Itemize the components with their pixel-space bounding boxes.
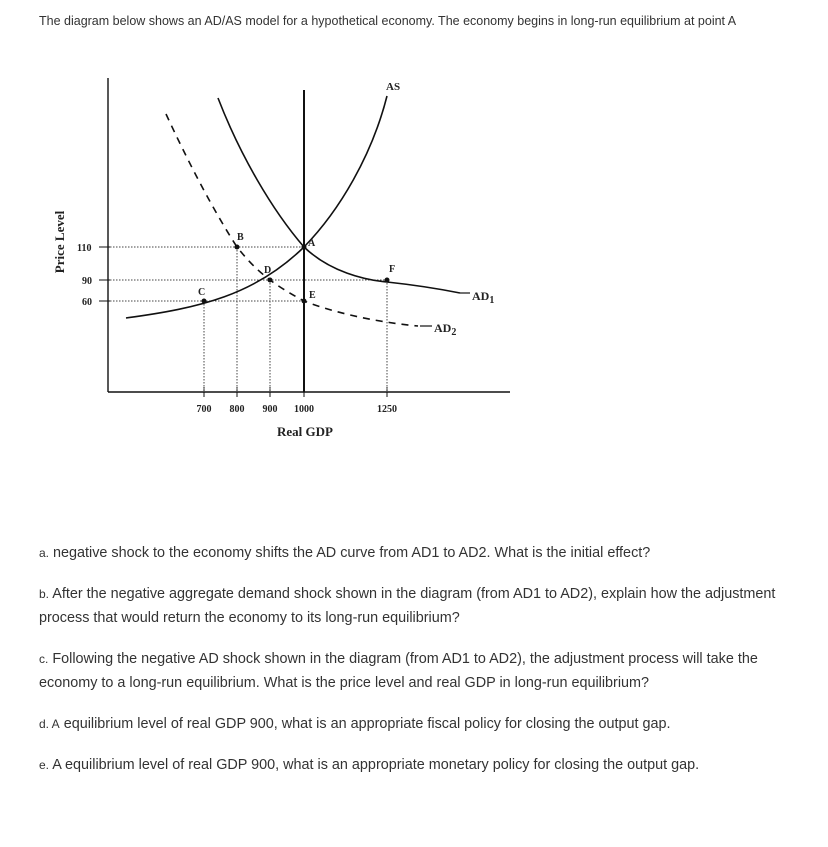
ad2-label-sub: 2 bbox=[451, 327, 457, 338]
point-f bbox=[385, 278, 390, 283]
x-tick-label: 900 bbox=[262, 404, 278, 415]
question-text: equilibrium level of real GDP 900, what is an appropriate fiscal policy for closing the output gap. bbox=[63, 716, 671, 732]
question-text: After the negative aggregate demand shock shown in the diagram (from AD1 to AD2), explain how the adjustment process that would return the economy to its long-run equilibrium? bbox=[39, 586, 776, 626]
point-d-label: D bbox=[264, 265, 272, 276]
point-b bbox=[235, 245, 240, 250]
y-tick-label: 90 bbox=[82, 276, 92, 287]
y-axis-label: Price Level bbox=[52, 210, 67, 274]
point-a bbox=[302, 245, 307, 250]
ad2-label bbox=[434, 321, 456, 338]
question-d bbox=[39, 712, 779, 736]
x-tick-label: 1000 bbox=[294, 404, 314, 415]
x-tick-label: 1250 bbox=[377, 404, 397, 415]
ad1-curve bbox=[218, 98, 460, 293]
ad1-label-main: AD bbox=[472, 289, 490, 303]
point-e-label: E bbox=[309, 290, 316, 301]
question-e bbox=[39, 753, 779, 777]
question-b bbox=[39, 582, 779, 630]
as-curve bbox=[126, 96, 387, 318]
x-axis-label: Real GDP bbox=[277, 424, 333, 439]
point-c-label: C bbox=[198, 287, 206, 298]
point-d bbox=[268, 278, 273, 283]
point-a-label: A bbox=[308, 238, 316, 249]
y-tick-label: 110 bbox=[77, 243, 92, 254]
point-b-label: B bbox=[237, 232, 244, 243]
ad-as-diagram bbox=[40, 60, 520, 450]
question-letter: c. bbox=[39, 652, 49, 666]
question-letter: d. A bbox=[39, 717, 60, 731]
question-text: A equilibrium level of real GDP 900, what is an appropriate monetary policy for closing the output gap. bbox=[52, 757, 700, 773]
point-f-label: F bbox=[389, 264, 396, 275]
ad1-label bbox=[472, 289, 494, 306]
ad2-label-main: AD bbox=[434, 321, 452, 335]
question-letter: e. bbox=[39, 758, 50, 772]
x-tick-label: 700 bbox=[196, 404, 212, 415]
point-c bbox=[202, 299, 207, 304]
question-c bbox=[39, 647, 779, 695]
as-label: AS bbox=[386, 81, 401, 93]
ad1-label-sub: 1 bbox=[489, 295, 495, 306]
question-text: negative shock to the economy shifts the AD curve from AD1 to AD2. What is the initial effect? bbox=[53, 545, 651, 561]
question-text: Following the negative AD shock shown in the diagram (from AD1 to AD2), the adjustment process will take the economy to a long-run equilibrium. What is the price level and real GDP in long-run equilibrium? bbox=[39, 651, 758, 691]
intro-text: The diagram below shows an AD/AS model for a hypothetical economy. The economy begins in long-run equilibrium at point A bbox=[39, 14, 737, 28]
question-list bbox=[39, 541, 779, 794]
y-tick-label: 60 bbox=[82, 297, 92, 308]
point-e bbox=[302, 299, 307, 304]
question-letter: a. bbox=[39, 546, 50, 560]
question-a bbox=[39, 541, 779, 565]
x-tick-label: 800 bbox=[229, 404, 245, 415]
question-letter: b. bbox=[39, 587, 50, 601]
